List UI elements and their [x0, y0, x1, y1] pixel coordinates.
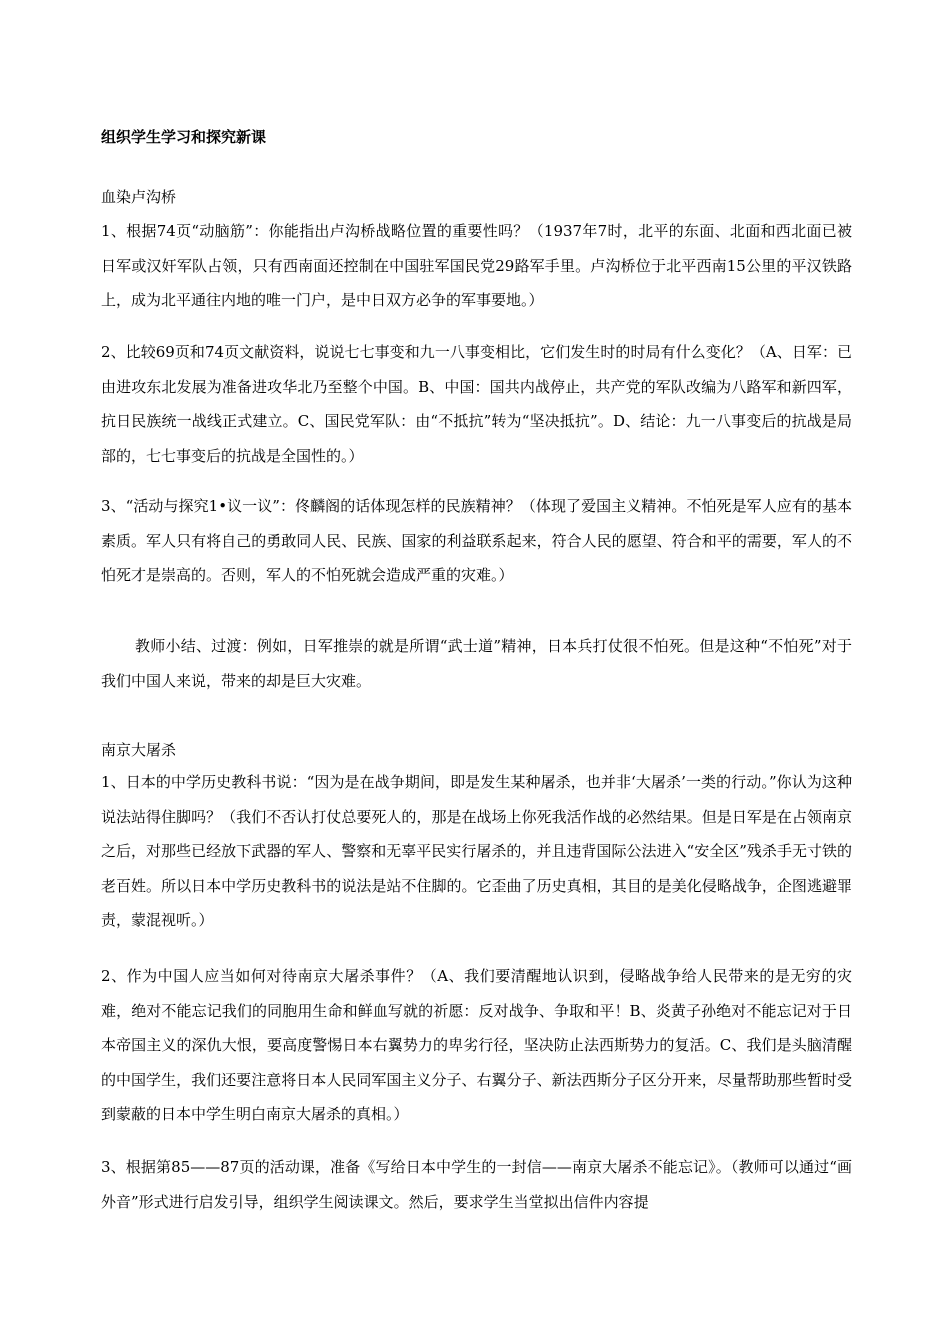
question-paragraph: 3、根据第85——87页的活动课，准备《写给日本中学生的一封信——南京大屠杀不能忘记》。（教师可以通过“画外音”形式进行启发引导，组织学生阅读课文。然后，要求学生当堂拟出信件内容提 [101, 1158, 852, 1211]
page-heading: 组织学生学习和探究新课 [101, 128, 267, 146]
teacher-summary-paragraph: 教师小结、过渡：例如，日军推崇的就是所谓“武士道”精神，日本兵打仗很不怕死。但是这种“不怕死”对于我们中国人来说，带来的却是巨大灾难。 [101, 637, 852, 690]
question-paragraph: 3、“活动与探究1•议一议”：佟麟阁的话体现怎样的民族精神？（体现了爱国主义精神。不怕死是军人应有的基本素质。军人只有将自己的勇敢同人民、民族、国家的利益联系起来，符合人民的愿望、符合和平的需要，军人的不怕死才是崇高的。否则，军人的不怕死就会造成严重的灾难。） [101, 497, 852, 584]
question-paragraph: 2、作为中国人应当如何对待南京大屠杀事件？（A、我们要清醒地认识到，侵略战争给人民带来的是无穷的灾难，绝对不能忘记我们的同胞用生命和鲜血写就的祈愿：反对战争、争取和平！B、炎黄子孙绝对不能忘记对于日本帝国主义的深仇大恨，要高度警惕日本右翼势力的卑劣行径，坚决防止法西斯势力的复活。C、我们是头脑清醒的中国学生，我们还要注意将日本人民同军国主义分子、右翼分子、新法西斯分子区分开来，尽量帮助那些暂时受到蒙蔽的日本中学生明白南京大屠杀的真相。） [101, 967, 852, 1123]
section-title-lugouqiao: 血染卢沟桥 [101, 188, 177, 206]
question-paragraph: 2、比较69页和74页文献资料，说说七七事变和九一八事变相比，它们发生时的时局有什么变化？（A、日军：已由进攻东北发展为准备进攻华北乃至整个中国。B、中国：国共内战停止，共产党的军队改编为八路军和新四军，抗日民族统一战线正式建立。C、国民党军队：由“不抵抗”转为“坚决抵抗”。D、结论：九一八事变后的抗战是局部的，七七事变后的抗战是全国性的。） [101, 343, 852, 465]
question-paragraph: 1、日本的中学历史教科书说：“因为是在战争期间，即是发生某种屠杀，也并非‘大屠杀’一类的行动。”你认为这种说法站得住脚吗？（我们不否认打仗总要死人的，那是在战场上你死我活作战的必然结果。但是日军是在占领南京之后，对那些已经放下武器的军人、警察和无辜平民实行屠杀的，并且违背国际公法进入“安全区”残杀手无寸铁的老百姓。所以日本中学历史教科书的说法是站不住脚的。它歪曲了历史真相，其目的是美化侵略战争，企图逃避罪责，蒙混视听。） [101, 773, 852, 929]
question-paragraph: 1、根据74页“动脑筋”：你能指出卢沟桥战略位置的重要性吗？（1937年7时，北平的东面、北面和西北面已被日军或汉奸军队占领，只有西南面还控制在中国驻军国民党29路军手里。卢沟桥位于北平西南15公里的平汉铁路上，成为北平通往内地的唯一门户，是中日双方必争的军事要地。） [101, 222, 852, 309]
section-title-nanjing: 南京大屠杀 [101, 741, 177, 759]
